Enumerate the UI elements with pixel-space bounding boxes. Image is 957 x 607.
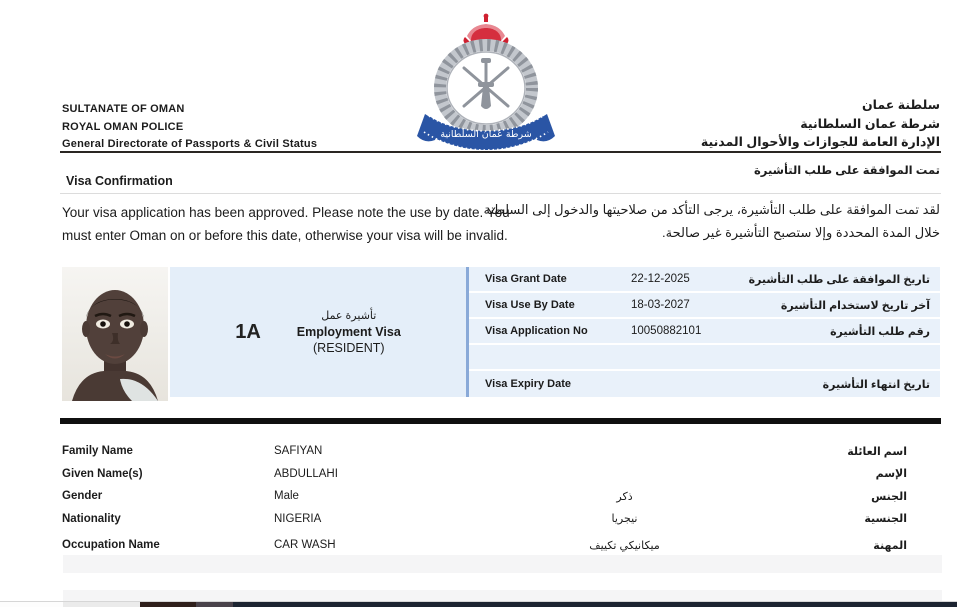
applicant-photo xyxy=(62,267,168,401)
visa-type-english: Employment Visa xyxy=(296,325,401,339)
table-row xyxy=(62,485,940,508)
nationality-label-ar: الجنسية xyxy=(864,513,907,526)
page-title: Visa Confirmation xyxy=(66,174,173,188)
visa-expiry-date-label: Visa Expiry Date xyxy=(485,378,572,390)
bottom-edge-segment xyxy=(140,602,196,607)
bottom-edge-segment xyxy=(233,602,957,607)
occupation-value: CAR WASH xyxy=(274,539,336,551)
directorate-title-ar: الإدارة العامة للجوازات والأحوال المدنية xyxy=(700,135,940,149)
agency-title: ROYAL OMAN POLICE xyxy=(62,120,184,133)
visa-application-no-label-ar: رقم طلب التأشيرة xyxy=(830,325,930,338)
visa-expiry-date-label-ar: تاريخ انتهاء التأشيرة xyxy=(822,378,930,391)
bottom-edge-segment xyxy=(63,602,140,607)
visa-use-by-date-label-ar: آخر تاريخ لاستخدام التأشيرة xyxy=(780,299,930,312)
table-row xyxy=(469,319,940,345)
visa-use-by-date-label: Visa Use By Date xyxy=(485,299,575,311)
visa-application-no-value: 10050882101 xyxy=(631,325,702,337)
occupation-label: Occupation Name xyxy=(62,539,160,551)
ribbon-text: شرطة عُمان السلطانية xyxy=(440,129,532,140)
directorate-title: General Directorate of Passports & Civil Status xyxy=(62,138,318,150)
given-name-label: Given Name(s) xyxy=(62,467,143,480)
bottom-edge-segment xyxy=(0,602,63,607)
personal-details-table xyxy=(62,440,940,560)
country-title-ar: سلطنة عمان xyxy=(861,98,940,112)
country-title: SULTANATE OF OMAN xyxy=(62,103,185,115)
occupation-value-ar: ميكانيكي تكييف xyxy=(589,539,660,552)
visa-class-code: 1A xyxy=(235,320,261,343)
visa-grant-date-label: Visa Grant Date xyxy=(485,273,567,285)
given-name-value: ABDULLAHI xyxy=(274,467,338,480)
visa-type-subtype: (RESIDENT) xyxy=(313,341,385,355)
table-row-spacer xyxy=(469,345,940,371)
gender-value-ar: ذكر xyxy=(616,490,633,503)
gender-label: Gender xyxy=(62,490,103,503)
approval-paragraph-en: Your visa application has been approved. Please note the use by date. You must enter Oman on or before this date, otherwise your visa will be invalid. xyxy=(62,205,510,243)
bottom-window-edge xyxy=(0,602,957,607)
nationality-value-ar: نيجريا xyxy=(611,513,638,526)
visa-dates-table xyxy=(469,267,940,397)
occupation-label-ar: المهنة xyxy=(873,539,907,552)
section-heavy-divider xyxy=(60,418,941,424)
visa-grant-date-value: 22-12-2025 xyxy=(631,273,690,285)
agency-title-ar: شرطة عمان السلطانية xyxy=(800,116,940,131)
table-row xyxy=(62,508,940,531)
table-row xyxy=(62,463,940,486)
table-row xyxy=(62,440,940,463)
royal-oman-police-emblem-icon xyxy=(415,10,557,150)
gender-label-ar: الجنس xyxy=(871,490,907,503)
header-divider xyxy=(60,151,941,153)
family-name-label-ar: اسم العائلة xyxy=(847,445,907,458)
header-left-block xyxy=(62,101,317,154)
visa-type-arabic: تأشيرة عمل xyxy=(321,310,377,322)
empty-row-strip xyxy=(63,590,942,601)
family-name-value: SAFIYAN xyxy=(274,445,323,458)
nationality-label: Nationality xyxy=(62,512,121,525)
page-title-ar: تمت الموافقة على طلب التأشيرة xyxy=(754,165,940,177)
visa-use-by-date-value: 18-03-2027 xyxy=(631,299,690,311)
table-row xyxy=(469,293,940,319)
approval-paragraph-ar: لقد تمت الموافقة على طلب التأشيرة، يرجى التأكد من صلاحيتها والدخول إلى السلطنة خلال المدة المحددة وإلا ستصبح التأشيرة غير صالحة. xyxy=(483,202,940,240)
visa-type-panel xyxy=(170,267,466,397)
given-name-label-ar: الإسم xyxy=(875,468,907,481)
family-name-label: Family Name xyxy=(62,445,133,458)
section-divider xyxy=(60,193,941,194)
table-row xyxy=(469,371,940,397)
empty-row-strip xyxy=(63,555,942,573)
gender-value: Male xyxy=(274,490,299,503)
nationality-value: NIGERIA xyxy=(274,512,322,525)
visa-grant-date-label-ar: تاريخ الموافقة على طلب التأشيرة xyxy=(748,273,930,286)
bottom-edge-segment xyxy=(196,602,233,607)
header-right-block-arabic xyxy=(701,96,940,152)
table-row xyxy=(469,267,940,293)
visa-application-no-label: Visa Application No xyxy=(485,325,588,337)
